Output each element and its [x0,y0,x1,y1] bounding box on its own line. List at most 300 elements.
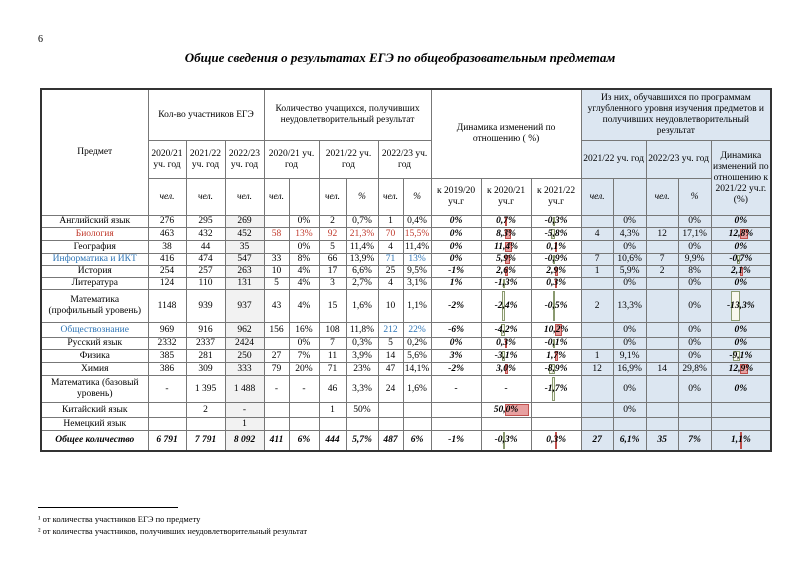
cell [148,376,186,403]
cell [346,431,378,451]
cell [531,290,581,323]
cell [378,431,403,451]
cell [531,363,581,376]
cell-value: 14 [657,363,667,374]
cell-value: 4% [297,278,311,288]
cell-value: 5,6% [407,350,427,361]
cell-value: 1,1% [730,434,751,445]
cell-value: 939 [198,300,213,311]
cell [225,431,264,451]
cell [431,323,481,338]
table-row [41,418,771,431]
cell [186,290,225,323]
cell [481,403,531,418]
cell-value: 0% [449,254,463,264]
subject-name: Немецкий язык [41,418,148,431]
year-header: 2021/22 уч. год [186,141,225,179]
unit-header [613,179,646,216]
table-row [41,241,771,254]
cell-value: 8 092 [233,434,256,445]
cell-value: 21,3% [349,228,375,239]
cell-value: 8,3% [496,228,516,239]
cell [289,403,319,418]
cell [148,254,186,266]
cell [431,363,481,376]
cell [646,363,678,376]
cell [186,350,225,363]
cell-value: 444 [325,434,340,445]
cell [346,403,378,418]
cell [613,216,646,228]
cell-value: 2,7% [352,278,372,288]
cell [646,403,678,418]
cell-value: 5,9% [496,254,516,264]
subject-header: Предмет [41,89,148,216]
cell-value: 10 [271,266,282,276]
cell-value: 1148 [157,300,177,311]
cell-value: 124 [159,278,175,288]
cell-value: 2 [659,266,665,276]
cell [431,254,481,266]
cell [378,350,403,363]
cell [403,363,431,376]
cell-value: 13,9% [349,254,375,264]
cell [264,216,289,228]
cell-value: 0% [297,338,311,348]
cell [581,323,613,338]
cell [378,266,403,278]
cell-value: 281 [198,350,213,361]
cell-value: 0% [449,241,463,252]
adv-dynamics-header: Динамика изменений по отношению к 2021/22 уч.г. (%) [711,141,771,216]
cell [531,216,581,228]
cell [289,266,319,278]
cell-value: 11,4% [494,241,519,252]
cell [646,290,678,323]
unit-header [289,179,319,216]
cell-value: -13,3% [726,300,755,311]
cell [148,363,186,376]
cell [403,323,431,338]
cell-value: 15 [327,300,338,311]
cell-value: -1,3% [494,278,518,288]
cell [225,290,264,323]
cell-value: -0,9% [544,254,568,264]
cell-value: 276 [159,216,175,226]
cell [346,290,378,323]
cell [431,403,481,418]
cell [225,338,264,350]
cell [264,290,289,323]
cell-value: 13% [408,254,426,264]
cell-value: 9,1% [619,350,640,361]
cell-value: 4% [297,266,311,276]
cell [531,278,581,290]
table-row [41,363,771,376]
cell-value: 0% [734,216,748,226]
cell-value: 12,8% [728,228,754,239]
unit-header: к 2020/21 уч.г [481,179,531,216]
cell [378,228,403,241]
cell-value: 1,6% [407,383,427,394]
cell [148,216,186,228]
cell-value: 1,6% [352,300,372,311]
cell-value: 2 [203,404,208,415]
cell [531,431,581,451]
cell [346,266,378,278]
cell-value: 0% [297,241,311,252]
cell [319,431,346,451]
year-header: 2021/22 уч. год [581,141,646,179]
cell [319,228,346,241]
cell-value: 66 [327,254,338,264]
page-title: Общие сведения о результатах ЕГЭ по общеобразовательным предметам [184,50,616,65]
cell [346,254,378,266]
subject-name: Химия [41,363,148,376]
cell [711,216,771,228]
cell [403,266,431,278]
cell [613,241,646,254]
cell [711,338,771,350]
cell-value: 452 [237,228,252,239]
unit-header: чел. [646,179,678,216]
cell-value: 3,3% [352,383,372,394]
cell-value: 1,1% [407,300,427,311]
cell-value: 11 [327,350,338,361]
cell-value: 2,9% [546,266,566,276]
cell [319,290,346,323]
cell [225,278,264,290]
cell [431,418,481,431]
cell [186,216,225,228]
cell [678,266,711,278]
cell-value: 7 [594,254,600,264]
cell-value: 17,1% [682,228,707,239]
cell-value: 71 [385,254,396,264]
cell [581,278,613,290]
cell-value: - [165,383,169,394]
cell [711,403,771,418]
cell-value: -0,1% [544,338,568,348]
cell-value: 23% [353,363,371,374]
cell [264,323,289,338]
cell [711,418,771,431]
cell-value: 0% [688,216,701,226]
cell [613,338,646,350]
cell-value: 0% [734,383,748,394]
cell-value: -2% [448,300,464,311]
cell-value: 12 [657,228,667,239]
cell [346,278,378,290]
cell-value: 2,6% [496,266,516,276]
cell [225,376,264,403]
cell [481,254,531,266]
cell-value: 6,6% [352,266,372,276]
cell-value: 92 [327,228,338,239]
cell [613,376,646,403]
cell-value: 547 [237,254,252,264]
cell [289,323,319,338]
cell [581,216,613,228]
cell-value: 250 [237,350,252,361]
cell [613,323,646,338]
cell [581,403,613,418]
cell [186,363,225,376]
cell [431,350,481,363]
cell [186,266,225,278]
unit-header: % [403,179,431,216]
year-header: 2022/23 уч. год [646,141,711,179]
cell [378,418,403,431]
cell-value: 9,5% [407,266,427,276]
cell [289,241,319,254]
cell-value: 10,2% [543,324,569,335]
cell [225,350,264,363]
cell [711,241,771,254]
cell [319,350,346,363]
cell-value: 33 [271,254,282,264]
cell [186,254,225,266]
subject-name: Русский язык [41,338,148,350]
cell [225,323,264,338]
cell [148,431,186,451]
cell [481,266,531,278]
cell-value: 0,3% [546,278,566,288]
cell [646,350,678,363]
cell [264,363,289,376]
cell [678,278,711,290]
cell-value: 0% [623,216,636,226]
table-row [41,323,771,338]
subject-name: Физика [41,350,148,363]
cell-value: 46 [327,383,338,394]
unit-header: чел. [186,179,225,216]
cell [264,228,289,241]
cell [148,418,186,431]
table-row [41,278,771,290]
cell-value: 1% [449,278,463,288]
cell [481,376,531,403]
table-row [41,376,771,403]
cell [319,254,346,266]
cell [581,241,613,254]
cell [431,290,481,323]
cell [319,376,346,403]
subject-name: Обществознание [41,323,148,338]
cell [186,338,225,350]
cell-value: 110 [198,278,213,288]
cell-value: 0,3% [546,434,566,445]
cell-value: 108 [325,324,340,335]
cell [346,323,378,338]
cell [678,350,711,363]
cell [678,323,711,338]
cell-value: 0% [623,338,636,348]
year-header: 2020/21 уч. год [148,141,186,179]
cell-value: 50% [353,404,371,415]
subject-name: Математика (базовый уровень) [41,376,148,403]
cell [613,266,646,278]
cell-value: 2337 [196,338,215,348]
cell [378,323,403,338]
footnote: ² от количества участников, получивших неудовлетворительный результат [38,526,308,536]
cell-value: 962 [237,324,252,335]
cell [403,241,431,254]
cell [481,350,531,363]
cell [225,228,264,241]
cell [403,431,431,451]
cell-value: 8% [688,266,701,276]
cell-value: 0,7% [352,216,372,226]
cell [186,241,225,254]
cell [264,278,289,290]
cell-value: 257 [198,266,213,276]
cell [531,350,581,363]
cell [378,254,403,266]
cell-value: 8% [297,254,311,264]
cell-value: 269 [237,216,252,226]
cell-value: 4% [297,300,311,311]
cell-value: 333 [237,363,252,374]
cell-value: 416 [159,254,175,264]
cell-value: -0,5% [544,300,568,311]
cell [289,254,319,266]
unit-header: чел. [581,179,613,216]
cell-value: -8,9% [544,363,568,374]
cell-value: 254 [159,266,175,276]
cell [346,363,378,376]
subject-name: Китайский язык [41,403,148,418]
cell-value: - [302,383,306,394]
cell-value: 0% [734,241,748,252]
subject-name: История [41,266,148,278]
cell [711,376,771,403]
cell [613,228,646,241]
cell-value: 432 [198,228,213,239]
footnote-divider [38,507,178,508]
cell [225,363,264,376]
cell-value: - [504,383,508,394]
cell-value: -5,8% [544,228,568,239]
cell [289,431,319,451]
cell-value: - [454,383,458,394]
cell-value: 156 [269,324,284,335]
cell [431,278,481,290]
cell-value: 13,3% [617,300,642,311]
cell [346,418,378,431]
cell [346,216,378,228]
cell [186,431,225,451]
cell [289,278,319,290]
cell-value: 487 [383,434,398,445]
cell [289,350,319,363]
cell [531,338,581,350]
cell-value: 263 [237,266,252,276]
cell-value: 0% [688,383,701,394]
cell [264,338,289,350]
cell [613,403,646,418]
cell [148,350,186,363]
cell [378,278,403,290]
cell-value: 463 [159,228,175,239]
table-row [41,403,771,418]
table-row [41,350,771,363]
cell-value: 3,1% [407,278,427,288]
cell [613,431,646,451]
cell [646,431,678,451]
cell [711,350,771,363]
cell-value: 38 [162,241,172,252]
cell-value: 0,3% [496,338,516,348]
cell [646,323,678,338]
cell [264,241,289,254]
cell-value: 1 395 [194,383,217,394]
cell [481,216,531,228]
cell [346,350,378,363]
cell [148,241,186,254]
cell [403,254,431,266]
cell [613,278,646,290]
table-row [41,290,771,323]
cell-value: 79 [271,363,282,374]
cell [289,338,319,350]
cell [289,216,319,228]
cell-value: -1,7% [544,383,568,394]
unit-header: к 2019/20 уч.г [431,179,481,216]
cell [531,418,581,431]
cell-value: 6 791 [156,434,178,445]
cell [581,376,613,403]
cell [531,254,581,266]
cell [613,418,646,431]
cell-value: 0,4% [407,216,427,226]
cell [186,278,225,290]
unit-header: % [346,179,378,216]
cell-value: 411 [269,434,284,445]
cell [403,228,431,241]
cell [225,418,264,431]
cell [581,338,613,350]
cell-value: 16,9% [617,363,642,374]
cell [289,363,319,376]
unit-header: % [678,179,711,216]
cell-value: 0% [449,228,463,239]
cell [711,323,771,338]
cell [678,431,711,451]
table-row [41,338,771,350]
cell [678,216,711,228]
cell [403,290,431,323]
cell [403,278,431,290]
cell [711,290,771,323]
cell [678,418,711,431]
cell [581,266,613,278]
cell-value: 43 [271,300,282,311]
cell-value: - [274,383,279,394]
cell [186,376,225,403]
cell [431,338,481,350]
cell-value: -9,1% [729,350,753,361]
table-row [41,254,771,266]
cell-value: 5 [388,338,393,348]
cell-value: 0% [623,383,636,394]
cell-value: 0% [688,324,701,335]
cell [319,403,346,418]
unit-header: чел. [378,179,403,216]
cell-value: 20% [295,363,313,374]
cell [678,338,711,350]
cell [346,241,378,254]
